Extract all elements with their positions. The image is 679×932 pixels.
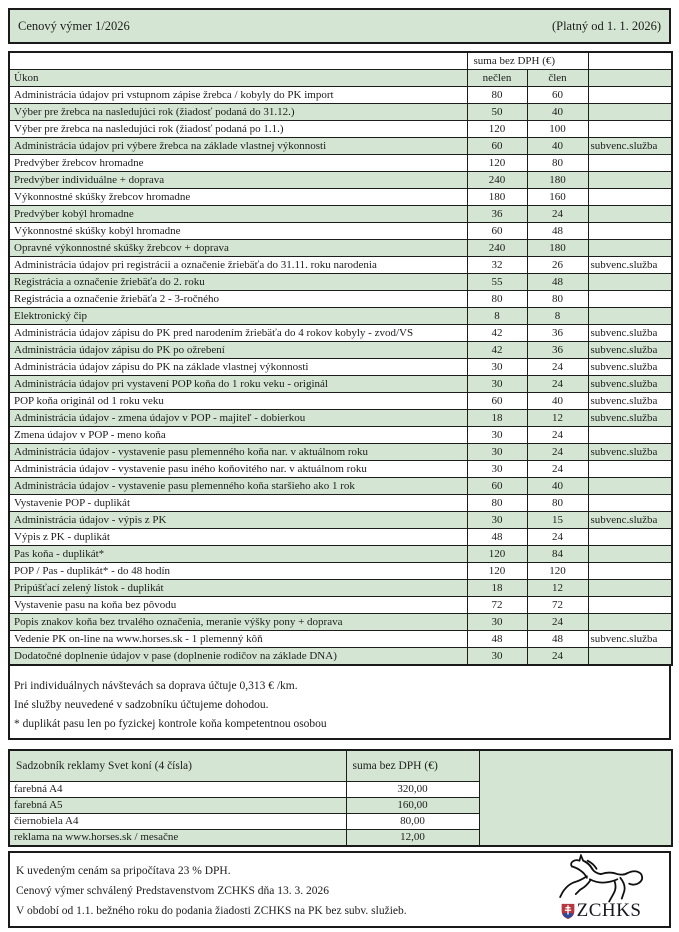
logo-text: ZCHKS xyxy=(576,900,642,921)
clen-cell: 40 xyxy=(527,104,588,121)
note-cell xyxy=(588,223,672,240)
clen-cell: 120 xyxy=(527,563,588,580)
clen-cell: 12 xyxy=(527,580,588,597)
table-row xyxy=(9,427,672,444)
page-title: Cenový výmer 1/2026 xyxy=(18,18,130,33)
ad-header-row xyxy=(9,750,672,782)
sum-header-row xyxy=(9,52,672,70)
ad-price-cell: 80,00 xyxy=(346,814,479,830)
table-row xyxy=(9,325,672,342)
ad-table-body xyxy=(9,750,672,846)
neclen-cell: 60 xyxy=(467,138,527,155)
column-header-row xyxy=(9,70,672,87)
clen-cell: 26 xyxy=(527,257,588,274)
clen-cell: 36 xyxy=(527,325,588,342)
clen-cell: 84 xyxy=(527,546,588,563)
table-row xyxy=(9,138,672,155)
clen-cell: 24 xyxy=(527,444,588,461)
neclen-cell: 36 xyxy=(467,206,527,223)
ukon-cell: Administrácia údajov - výpis z PK xyxy=(9,512,467,529)
note-line: Iné služby neuvedené v sadzobníku účtujeme dohodou. xyxy=(14,699,269,711)
table-row xyxy=(9,189,672,206)
note-cell xyxy=(588,308,672,325)
note-cell: subvenc.služba xyxy=(588,138,672,155)
ad-label-cell: reklama na www.horses.sk / mesačne xyxy=(9,830,346,847)
ukon-cell: Administrácia údajov zápisu do PK pred narodením žriebäťa do 4 rokov kobyly - zvod/VS xyxy=(9,325,467,342)
ukon-cell: Výpis z PK - duplikát xyxy=(9,529,467,546)
table-row xyxy=(9,308,672,325)
clen-cell: 24 xyxy=(527,614,588,631)
ukon-cell: Predvýber kobýl hromadne xyxy=(9,206,467,223)
note-cell: subvenc.služba xyxy=(588,325,672,342)
neclen-cell: 18 xyxy=(467,580,527,597)
neclen-cell: 120 xyxy=(467,121,527,138)
table-row xyxy=(9,342,672,359)
horse-icon xyxy=(548,854,654,906)
table-row xyxy=(9,580,672,597)
ukon-cell: Administrácia údajov pri výbere žrebca na základe vlastnej výkonnosti xyxy=(9,138,467,155)
ukon-cell: Administrácia údajov - vystavenie pasu iného koňovitého nar. v aktuálnom roku xyxy=(9,461,467,478)
neclen-cell: 30 xyxy=(467,614,527,631)
note-cell xyxy=(588,580,672,597)
clen-cell: 48 xyxy=(527,223,588,240)
neclen-cell: 30 xyxy=(467,512,527,529)
neclen-cell: 8 xyxy=(467,308,527,325)
clen-cell: 40 xyxy=(527,478,588,495)
clen-cell: 24 xyxy=(527,376,588,393)
table-row xyxy=(9,495,672,512)
clen-cell: 80 xyxy=(527,291,588,308)
ukon-cell: Vedenie PK on-line na www.horses.sk - 1 plemenný kôň xyxy=(9,631,467,648)
table-row xyxy=(9,546,672,563)
neclen-cell: 55 xyxy=(467,274,527,291)
empty-cell xyxy=(588,70,672,87)
sum-header: suma bez DPH (€) xyxy=(467,52,588,70)
ad-price-cell: 12,00 xyxy=(346,830,479,847)
ukon-cell: Administrácia údajov - vystavenie pasu plemenného koňa staršieho ako 1 rok xyxy=(9,478,467,495)
table-row xyxy=(9,87,672,104)
clen-cell: 24 xyxy=(527,461,588,478)
table-row xyxy=(9,393,672,410)
note-cell xyxy=(588,121,672,138)
table-row xyxy=(9,461,672,478)
ukon-cell: Administrácia údajov zápisu do PK po ožrebení xyxy=(9,342,467,359)
ukon-cell: Administrácia údajov - zmena údajov v POP - majiteľ - dobierkou xyxy=(9,410,467,427)
neclen-cell: 30 xyxy=(467,427,527,444)
table-row xyxy=(9,376,672,393)
table-row xyxy=(9,121,672,138)
table-row xyxy=(9,223,672,240)
note-cell xyxy=(588,614,672,631)
note-cell xyxy=(588,189,672,206)
neclen-cell: 60 xyxy=(467,478,527,495)
clen-cell: 24 xyxy=(527,529,588,546)
ukon-cell: Elektronický čip xyxy=(9,308,467,325)
clen-cell: 8 xyxy=(527,308,588,325)
neclen-cell: 30 xyxy=(467,648,527,666)
neclen-cell: 80 xyxy=(467,495,527,512)
ukon-cell: Registrácia a označenie žriebäťa do 2. roku xyxy=(9,274,467,291)
neclen-cell: 30 xyxy=(467,461,527,478)
table-row xyxy=(9,206,672,223)
ukon-cell: Administrácia údajov pri vstupnom zápise žrebca / kobyly do PK import xyxy=(9,87,467,104)
note-cell xyxy=(588,478,672,495)
clen-cell: 80 xyxy=(527,495,588,512)
clen-cell: 24 xyxy=(527,206,588,223)
note-cell xyxy=(588,529,672,546)
zchks-logo xyxy=(543,854,659,921)
neclen-cell: 72 xyxy=(467,597,527,614)
neclen-cell: 80 xyxy=(467,291,527,308)
clen-cell: 24 xyxy=(527,648,588,666)
table-row xyxy=(9,274,672,291)
neclen-cell: 120 xyxy=(467,546,527,563)
neclen-cell: 60 xyxy=(467,393,527,410)
note-line: * duplikát pasu len po fyzickej kontrole koňa kompetentnou osobou xyxy=(14,718,327,730)
footer-box xyxy=(8,851,671,928)
table-row xyxy=(9,563,672,580)
ad-label-cell: farebná A5 xyxy=(9,798,346,814)
table-row xyxy=(9,172,672,189)
note-cell xyxy=(588,291,672,308)
ukon-cell: Administrácia údajov - vystavenie pasu plemenného koňa nar. v aktuálnom roku xyxy=(9,444,467,461)
ukon-cell: Výber pre žrebca na nasledujúci rok (žiadosť podaná po 1.1.) xyxy=(9,121,467,138)
neclen-cell: 42 xyxy=(467,325,527,342)
ukon-cell: Predvýber žrebcov hromadne xyxy=(9,155,467,172)
footer-line: V období od 1.1. bežného roku do podania žiadosti ZCHKS na PK bez subv. služieb. xyxy=(16,905,407,917)
neclen-cell: 18 xyxy=(467,410,527,427)
ukon-cell: Zmena údajov v POP - meno koňa xyxy=(9,427,467,444)
ukon-cell: Dodatočné doplnenie údajov v pase (doplnenie rodičov na základe DNA) xyxy=(9,648,467,666)
ad-label-cell: čiernobiela A4 xyxy=(9,814,346,830)
ukon-cell: Pas koňa - duplikát* xyxy=(9,546,467,563)
clen-cell: 180 xyxy=(527,240,588,257)
ad-price-table xyxy=(8,749,673,847)
table-row xyxy=(9,410,672,427)
ad-side-cell xyxy=(479,750,672,846)
col-header-neclen: nečlen xyxy=(467,70,527,87)
note-cell xyxy=(588,87,672,104)
note-cell: subvenc.služba xyxy=(588,393,672,410)
clen-cell: 180 xyxy=(527,172,588,189)
main-price-table xyxy=(8,51,673,666)
clen-cell: 160 xyxy=(527,189,588,206)
table-row xyxy=(9,648,672,666)
note-line: Pri individuálnych návštevách sa doprava účtuje 0,313 € /km. xyxy=(14,680,298,692)
neclen-cell: 30 xyxy=(467,376,527,393)
note-cell xyxy=(588,648,672,666)
note-cell: subvenc.služba xyxy=(588,359,672,376)
neclen-cell: 48 xyxy=(467,631,527,648)
col-header-clen: člen xyxy=(527,70,588,87)
note-cell xyxy=(588,495,672,512)
clen-cell: 24 xyxy=(527,359,588,376)
table-row xyxy=(9,631,672,648)
neclen-cell: 32 xyxy=(467,257,527,274)
validity-date: (Platný od 1. 1. 2026) xyxy=(551,18,661,33)
empty-cell xyxy=(588,52,672,70)
clen-cell: 80 xyxy=(527,155,588,172)
neclen-cell: 50 xyxy=(467,104,527,121)
neclen-cell: 48 xyxy=(467,529,527,546)
col-header-ukon: Úkon xyxy=(9,70,467,87)
neclen-cell: 240 xyxy=(467,172,527,189)
ukon-cell: Administrácia údajov pri vystavení POP koňa do 1 roku veku - originál xyxy=(9,376,467,393)
ukon-cell: POP koňa originál od 1 roku veku xyxy=(9,393,467,410)
note-cell xyxy=(588,206,672,223)
neclen-cell: 30 xyxy=(467,444,527,461)
neclen-cell: 120 xyxy=(467,155,527,172)
ad-price-cell: 320,00 xyxy=(346,782,479,798)
ukon-cell: Vystavenie pasu na koňa bez pôvodu xyxy=(9,597,467,614)
note-cell xyxy=(588,172,672,189)
title-bar xyxy=(8,8,671,44)
ukon-cell: Administrácia údajov pri registrácii a označenie žriebäťa do 31.11. roku narodenia xyxy=(9,257,467,274)
table-row xyxy=(9,478,672,495)
table-row xyxy=(9,529,672,546)
note-cell: subvenc.služba xyxy=(588,410,672,427)
note-cell: subvenc.služba xyxy=(588,512,672,529)
clen-cell: 12 xyxy=(527,410,588,427)
table-row xyxy=(9,359,672,376)
clen-cell: 24 xyxy=(527,427,588,444)
clen-cell: 48 xyxy=(527,631,588,648)
table-row xyxy=(9,104,672,121)
note-cell xyxy=(588,240,672,257)
ukon-cell: Administrácia údajov zápisu do PK na základe vlastnej výkonnosti xyxy=(9,359,467,376)
neclen-cell: 60 xyxy=(467,223,527,240)
table-row xyxy=(9,597,672,614)
ad-table-title: Sadzobník reklamy Svet koní (4 čísla) xyxy=(9,750,346,782)
ukon-cell: Predvýber individuálne + doprava xyxy=(9,172,467,189)
ukon-cell: Výkonnostné skúšky žrebcov hromadne xyxy=(9,189,467,206)
neclen-cell: 120 xyxy=(467,563,527,580)
note-cell xyxy=(588,546,672,563)
notes-box xyxy=(8,666,671,740)
ukon-cell: POP / Pas - duplikát* - do 48 hodín xyxy=(9,563,467,580)
ad-price-cell: 160,00 xyxy=(346,798,479,814)
note-cell xyxy=(588,104,672,121)
note-cell xyxy=(588,563,672,580)
clen-cell: 40 xyxy=(527,138,588,155)
table-row xyxy=(9,614,672,631)
clen-cell: 40 xyxy=(527,393,588,410)
ukon-cell: Opravné výkonnostné skúšky žrebcov + doprava xyxy=(9,240,467,257)
footer-line: K uvedeným cenám sa pripočítava 23 % DPH. xyxy=(16,865,231,877)
ukon-cell: Registrácia a označenie žriebäťa 2 - 3-ročného xyxy=(9,291,467,308)
note-cell: subvenc.služba xyxy=(588,444,672,461)
clen-cell: 72 xyxy=(527,597,588,614)
empty-cell xyxy=(9,52,467,70)
note-cell: subvenc.služba xyxy=(588,631,672,648)
table-row xyxy=(9,240,672,257)
note-cell: subvenc.služba xyxy=(588,257,672,274)
ukon-cell: Pripúšťací zelený lístok - duplikát xyxy=(9,580,467,597)
table-row xyxy=(9,257,672,274)
main-table-body xyxy=(9,52,672,665)
footer-line: Cenový výmer schválený Predstavenstvom ZCHKS dňa 13. 3. 2026 xyxy=(16,885,330,897)
neclen-cell: 80 xyxy=(467,87,527,104)
ukon-cell: Vystavenie POP - duplikát xyxy=(9,495,467,512)
table-row xyxy=(9,444,672,461)
ukon-cell: Popis znakov koňa bez trvalého označenia, meranie výšky pony + doprava xyxy=(9,614,467,631)
clen-cell: 36 xyxy=(527,342,588,359)
note-cell: subvenc.služba xyxy=(588,342,672,359)
neclen-cell: 240 xyxy=(467,240,527,257)
note-cell xyxy=(588,155,672,172)
clen-cell: 15 xyxy=(527,512,588,529)
ad-label-cell: farebná A4 xyxy=(9,782,346,798)
clen-cell: 48 xyxy=(527,274,588,291)
clen-cell: 60 xyxy=(527,87,588,104)
table-row xyxy=(9,512,672,529)
ad-price-header: suma bez DPH (€) xyxy=(346,750,479,782)
note-cell xyxy=(588,461,672,478)
note-cell: subvenc.služba xyxy=(588,376,672,393)
neclen-cell: 180 xyxy=(467,189,527,206)
table-row xyxy=(9,291,672,308)
neclen-cell: 42 xyxy=(467,342,527,359)
neclen-cell: 30 xyxy=(467,359,527,376)
slovak-shield-icon xyxy=(561,903,575,920)
note-cell xyxy=(588,427,672,444)
note-cell xyxy=(588,597,672,614)
clen-cell: 100 xyxy=(527,121,588,138)
note-cell xyxy=(588,274,672,291)
ukon-cell: Výber pre žrebca na nasledujúci rok (žiadosť podaná do 31.12.) xyxy=(9,104,467,121)
ukon-cell: Výkonnostné skúšky kobýl hromadne xyxy=(9,223,467,240)
table-row xyxy=(9,155,672,172)
